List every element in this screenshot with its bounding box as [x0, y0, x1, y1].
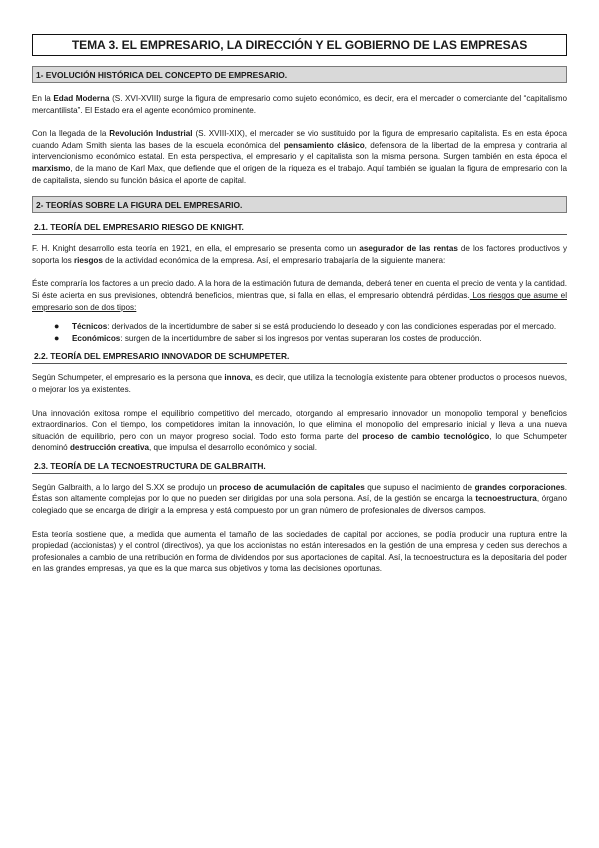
bold-term: tecnoestructura: [475, 494, 537, 504]
bold-term: proceso de cambio tecnológico: [362, 431, 490, 441]
subsection-galbraith-heading: 2.3. TEORÍA DE LA TECNOESTRUCTURA DE GALBRAITH.: [32, 461, 567, 474]
section-1-paragraph-2: Con la llegada de la Revolución Industrial (S. XVIII-XIX), el mercader se vio sustituido por la figura de empresario capitalista. Es en esta época cuando Adam Smith sienta las bases de la escuela económica del pensamiento clásico, defensora de la libertad de la empresa y contraria al intervencionismo económico estatal. En esta perspectiva, el empresario y el capitalista son la misma persona. Surgen también en esta época el marxismo, de la mano de Karl Max, que defiende que el origen de la riqueza es el trabajo. Aquí también se igualan la figura de empresario con la de capitalista, siendo su función básica el aporte de capital.: [32, 129, 567, 185]
bold-term: proceso de acumulación de capitales: [219, 482, 365, 492]
section-2-heading: 2- TEORÍAS SOBRE LA FIGURA DEL EMPRESARIO.: [32, 196, 567, 213]
bullet-icon: ●: [54, 321, 60, 332]
list-item: ● Económicos: surgen de la incertidumbre de saber si los ingresos por ventas superaran los costes de producción.: [54, 332, 482, 343]
bold-term: grandes corporaciones: [474, 482, 565, 492]
section-1-paragraph-1: En la Edad Moderna (S. XVI-XVIII) surge la figura de empresario como sujeto económico, es decir, era el mercader o comerciante del “capitalismo mercantilista”. El Estado era el agente económico prominente.: [32, 94, 568, 115]
galbraith-paragraph-1: Según Galbraith, a lo largo del S.XX se produjo un proceso de acumulación de capitales que supuso el nacimiento de grandes corporaciones. Éstas son altamente complejas por lo que no pueden ser dirigidas por una sola persona. Así, de la gestión se encarga la tecnoestructura, órgano colegiado que se encarga de dirigir a la empresa y está compuesto por un gran número de profesionales de diversos campos.: [32, 482, 567, 516]
bold-term: Revolución Industrial: [109, 129, 193, 139]
bold-term: innova: [224, 373, 251, 383]
list-item: ● Técnicos: derivados de la incertidumbre de saber si se está produciendo lo deseado y con las condiciones esperadas por el mercado.: [54, 321, 557, 332]
galbraith-paragraph-2: Esta teoría sostiene que, a medida que aumenta el tamaño de las sociedades de capital por acciones, se podía producir una ruptura entre la propiedad (accionistas) y el control (directivos), ya que los accionistas no están interesados en la gestión de una empresa y ceden sus derechos a profesionales a cambio de una retribución en forma de dividendos por sus aportaciones de capital. Así, la tecnoestructura es la depositaria del poder en las grandes empresas, ya que es la que marca sus objetivos y toma las decisiones oportunas.: [32, 529, 567, 574]
document-title: TEMA 3. EL EMPRESARIO, LA DIRECCIÓN Y EL GOBIERNO DE LAS EMPRESAS: [32, 34, 567, 56]
bold-term: marxismo: [32, 163, 71, 173]
subsection-schumpeter-heading: 2.2. TEORÍA DEL EMPRESARIO INNOVADOR DE SCHUMPETER.: [32, 351, 567, 364]
subsection-knight-heading: 2.1. TEORÍA DEL EMPRESARIO RIESGO DE KNIGHT.: [32, 222, 567, 235]
underlined-text: Los riesgos que asume el empresario son de dos tipos:: [32, 290, 567, 312]
section-1-heading: 1- EVOLUCIÓN HISTÓRICA DEL CONCEPTO DE EMPRESARIO.: [32, 66, 567, 83]
schumpeter-paragraph-1: Según Schumpeter, el empresario es la persona que innova, es decir, que utiliza la tecnología existente para obtener productos o procesos nuevos, o mejorar los ya existentes.: [32, 373, 567, 394]
bold-term: riesgos: [74, 255, 103, 265]
bullet-icon: ●: [54, 332, 60, 343]
knight-paragraph-1: F. H. Knight desarrollo esta teoría en 1921, en ella, el empresario se presenta como un asegurador de las rentas de los factores productivos y soporta los riesgos de la actividad económica de la empresa. Así, el empresario trabajaría de la siguiente manera:: [32, 244, 568, 265]
knight-paragraph-2: Éste compraría los factores a un precio dado. A la hora de la estimación futura de demanda, deberá tener en cuenta el precio de venta y la cantidad. Si éste acierta en sus previsiones, obtendrá beneficios, mientras que, si falla en ellas, el empresario obtendrá pérdidas. Los riesgos que asume el empresario son de dos tipos:: [32, 279, 567, 312]
bold-term: destrucción creativa: [69, 443, 149, 453]
schumpeter-paragraph-2: Una innovación exitosa rompe el equilibrio competitivo del mercado, otorgando al empresario innovador un monopolio temporal y beneficios extraordinarios. Con el tiempo, los competidores imitan la innovación, lo que elimina el monopolio del empresario inicial y lleva a una nueva situación de equilibrio, pero con un mayor progreso social. Todo esto forma parte del proceso de cambio tecnológico, lo que Schumpeter denominó destrucción creativa, que impulsa el desarrollo económico y social.: [32, 408, 567, 453]
document-page: [32, 34, 567, 575]
bold-term: Edad Moderna: [53, 94, 110, 103]
risk-types-list: [32, 321, 567, 344]
bold-term: pensamiento clásico: [283, 140, 365, 150]
bold-term: asegurador de las rentas: [359, 244, 458, 254]
